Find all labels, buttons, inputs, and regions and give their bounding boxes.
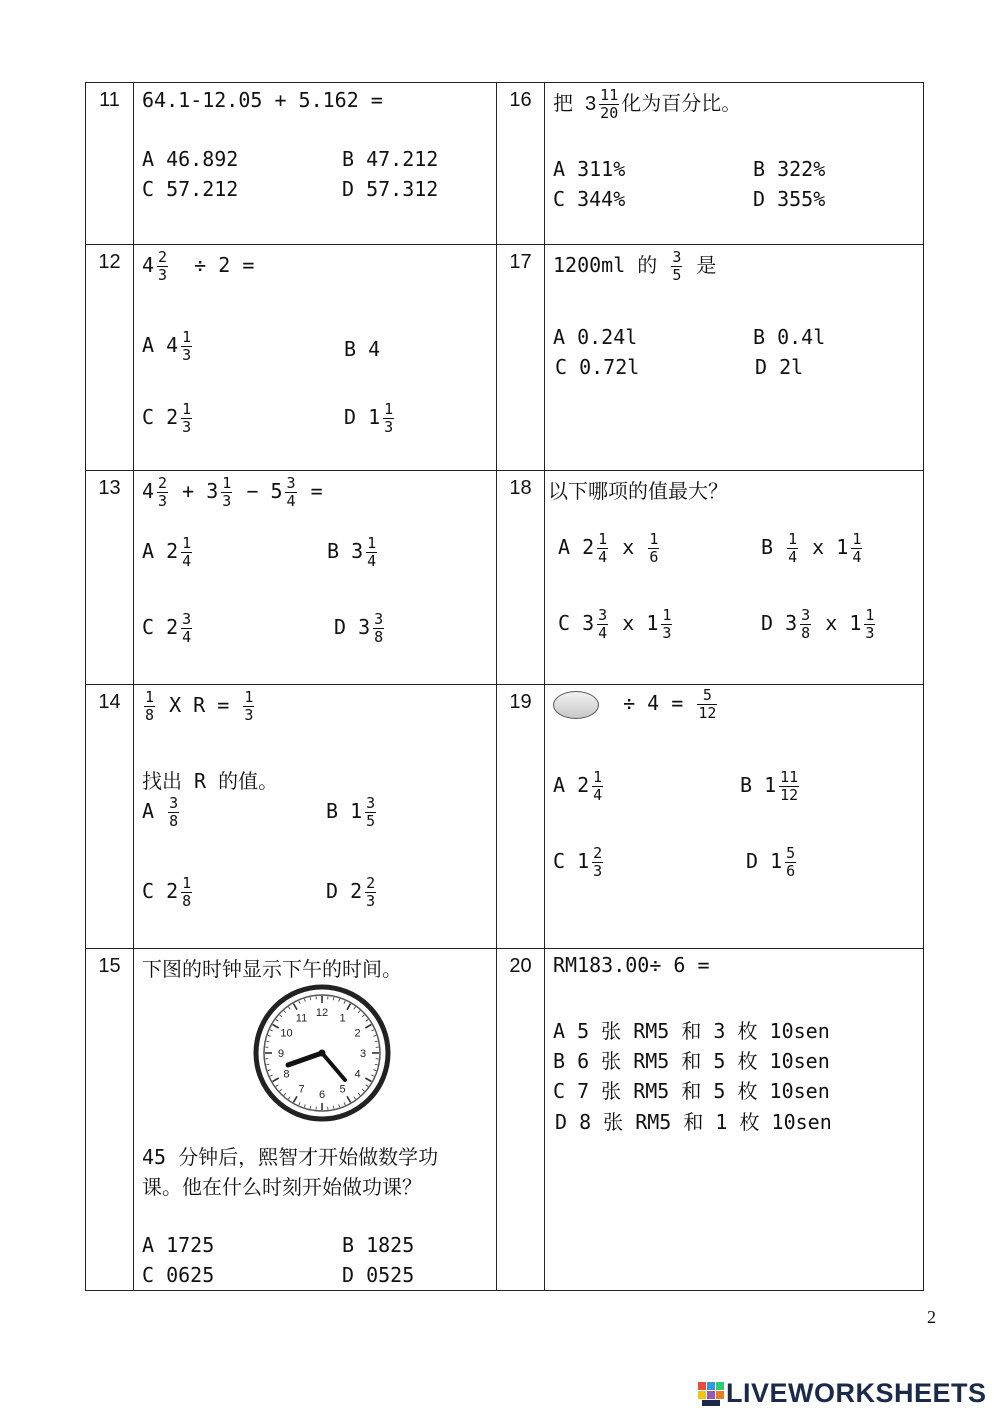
question-stem: ÷ 4 = $\frac{5}{12}$ (553, 687, 719, 722)
question-stem: 4 $\frac{2}{3}$ ÷ 2 = (142, 248, 255, 284)
option-b[interactable]: B 1825 (342, 1233, 415, 1257)
question-19 (545, 685, 924, 949)
option-c[interactable]: C 0.72l (555, 355, 640, 379)
clock-number: 12 (315, 1007, 329, 1019)
clock-center (319, 1050, 326, 1057)
option-a[interactable]: A 46.892 (142, 147, 239, 171)
question-number: 19 (497, 685, 545, 949)
question-13 (134, 471, 497, 685)
clock-number: 5 (339, 1083, 346, 1096)
option-d[interactable]: D 355% (753, 187, 826, 211)
question-text-line-1: 45 分钟后，熙智才开始做数学功 (142, 1145, 439, 1169)
question-number: 16 (497, 83, 545, 245)
option-c[interactable]: C 2 $\frac{3}{4}$ (142, 610, 192, 646)
option-d[interactable]: D 3 $\frac{3}{8}$ x 1 $\frac{1}{3}$ (761, 606, 875, 642)
question-15 (134, 949, 497, 1291)
option-d[interactable]: D 1 $\frac{1}{3}$ (344, 400, 394, 436)
option-d[interactable]: D 8 张 RM5 和 1 枚 10sen (555, 1110, 832, 1134)
question-stem (553, 87, 741, 122)
option-c[interactable]: C 7 张 RM5 和 5 枚 10sen (553, 1079, 830, 1103)
question-12 (134, 245, 497, 471)
clock-number: 4 (354, 1068, 361, 1081)
option-a[interactable]: A 311% (553, 157, 626, 181)
option-c[interactable]: C 3 $\frac{3}{4}$ x 1 $\frac{1}{3}$ (558, 606, 672, 642)
liveworksheets-logo (698, 1378, 987, 1409)
question-number: 12 (86, 245, 134, 471)
option-c[interactable]: C 57.212 (142, 177, 239, 201)
question-stem: 4 $\frac{2}{3}$ + 3 $\frac{1}{3}$ − 5 $\frac{3}{4}$ = (142, 474, 323, 510)
logo-blocks-icon (698, 1382, 724, 1406)
option-b[interactable]: B 1 $\frac{3}{5}$ (326, 794, 376, 830)
option-d[interactable]: D 2l (755, 355, 804, 379)
question-stem: 1200ml 的 $\frac{3}{5}$ 是 (553, 248, 717, 284)
option-d[interactable]: D 57.312 (342, 177, 439, 201)
clock-number: 6 (318, 1089, 326, 1101)
clock-number: 11 (295, 1012, 308, 1025)
question-number: 17 (497, 245, 545, 471)
question-stem: $\frac{1}{8}$ X R = $\frac{1}{3}$ (145, 688, 254, 724)
question-number: 20 (497, 949, 545, 1291)
stem-suffix: 化为百分比。 (621, 91, 742, 115)
question-stem: 64.1-12.05 + 5.162 = (142, 88, 383, 112)
question-instruction: 找出 R 的值。 (142, 769, 279, 793)
question-20 (545, 949, 924, 1291)
clock-number: 1 (339, 1012, 346, 1025)
option-b[interactable]: B $\frac{1}{4}$ x 1 $\frac{1}{4}$ (761, 530, 862, 566)
option-a[interactable]: A $\frac{3}{8}$ (142, 794, 179, 830)
clock-number: 10 (280, 1027, 293, 1040)
question-stem: 下图的时钟显示下午的时间。 (142, 957, 402, 981)
question-table (85, 82, 924, 1291)
brand-name: LIVEWORKSHEETS (726, 1378, 987, 1408)
option-a[interactable]: A 2 $\frac{1}{4}$ (553, 768, 603, 804)
option-a[interactable]: A 5 张 RM5 和 3 枚 10sen (553, 1019, 830, 1043)
question-14 (134, 685, 497, 949)
clock-number: 3 (359, 1048, 367, 1060)
option-c[interactable]: C 2 $\frac{1}{8}$ (142, 874, 192, 910)
option-d[interactable]: D 2 $\frac{2}{3}$ (326, 874, 376, 910)
question-number: 18 (497, 471, 545, 685)
question-number: 14 (86, 685, 134, 949)
option-b[interactable]: B 4 (344, 337, 381, 361)
option-a[interactable]: A 4 $\frac{1}{3}$ (142, 328, 192, 364)
option-c[interactable]: C 1 $\frac{2}{3}$ (553, 844, 603, 880)
option-d[interactable]: D 3 $\frac{3}{8}$ (334, 610, 384, 646)
question-number: 11 (86, 83, 134, 245)
option-b[interactable]: B 322% (753, 157, 826, 181)
clock-number: 7 (298, 1083, 305, 1096)
option-b[interactable]: B 0.4l (753, 325, 826, 349)
question-16 (545, 83, 924, 245)
fraction: $\frac{11}{20}$ (600, 86, 619, 122)
option-c[interactable]: C 0625 (142, 1263, 215, 1287)
option-b[interactable]: B 6 张 RM5 和 5 枚 10sen (553, 1049, 830, 1073)
option-c[interactable]: C 344% (553, 187, 626, 211)
option-b[interactable]: B 3 $\frac{1}{4}$ (327, 534, 377, 570)
question-stem: 以下哪项的值最大？ (548, 479, 728, 503)
stem-prefix: 把 (553, 91, 573, 115)
question-text-line-2: 课。他在什么时刻开始做功课？ (142, 1175, 422, 1199)
clock-illustration (252, 983, 392, 1123)
mixed-whole: 3 (585, 93, 597, 115)
operator: ÷ 2 = (194, 253, 255, 277)
question-17 (545, 245, 924, 471)
question-number: 13 (86, 471, 134, 685)
option-a[interactable]: A 2 $\frac{1}{4}$ x $\frac{1}{6}$ (558, 530, 659, 566)
clock-number: 8 (283, 1068, 290, 1081)
blank-oval[interactable] (553, 691, 599, 719)
question-11 (134, 83, 497, 245)
question-stem: RM183.00÷ 6 = (553, 953, 710, 977)
option-d[interactable]: D 0525 (342, 1263, 415, 1287)
clock-number: 9 (277, 1048, 285, 1060)
option-d[interactable]: D 1 $\frac{5}{6}$ (746, 844, 796, 880)
option-b[interactable]: B 47.212 (342, 147, 439, 171)
question-number: 15 (86, 949, 134, 1291)
clock-number: 2 (354, 1027, 361, 1040)
question-18 (545, 471, 924, 685)
option-a[interactable]: A 0.24l (553, 325, 638, 349)
page-number: 2 (927, 1307, 936, 1327)
option-a[interactable]: A 2 $\frac{1}{4}$ (142, 534, 192, 570)
option-b[interactable]: B 1 $\frac{11}{12}$ (740, 768, 799, 804)
option-c[interactable]: C 2 $\frac{1}{3}$ (142, 400, 192, 436)
option-a[interactable]: A 1725 (142, 1233, 215, 1257)
